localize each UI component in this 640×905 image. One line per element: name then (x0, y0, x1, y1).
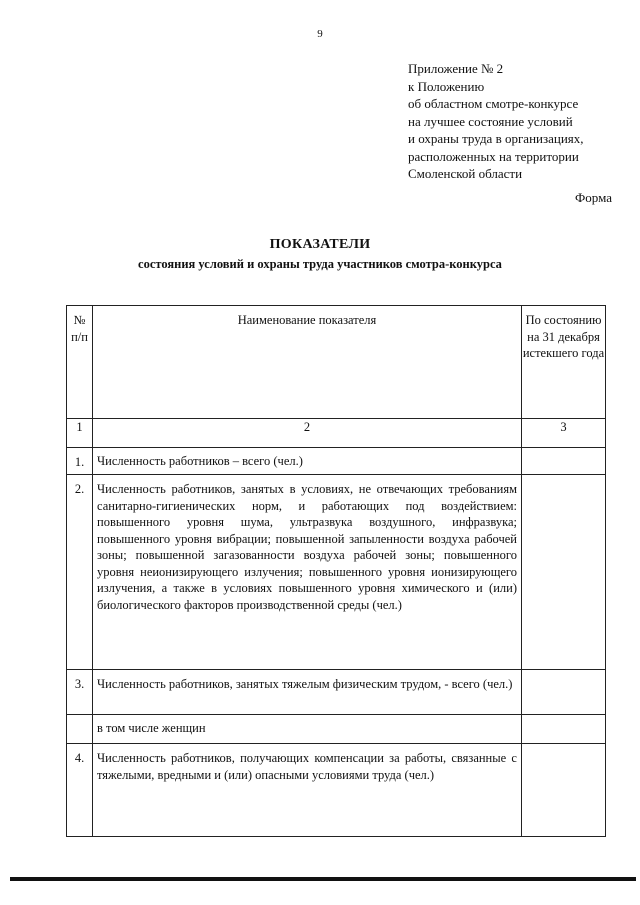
row-number: 1. (74, 455, 85, 469)
header-state-cell (522, 306, 606, 419)
table-row (67, 715, 606, 744)
table-row (67, 744, 606, 837)
column-number-row (67, 419, 606, 448)
column-number: 1 (67, 419, 93, 448)
appendix-line: Смоленской области (408, 166, 523, 181)
row-text: Численность работников, занятых тяжелым физическим трудом, - всего (чел.) (97, 677, 513, 691)
row-number (67, 715, 92, 721)
appendix-line: и охраны труда в организациях, (408, 131, 584, 146)
appendix-line: к Положению (408, 78, 485, 94)
appendix-line: на лучшее состояние условий (408, 113, 573, 129)
document-title: ПОКАЗАТЕЛИ (269, 237, 371, 252)
value-cell[interactable] (522, 448, 606, 475)
form-label: Форма (575, 190, 612, 205)
appendix-line: расположенных на территории (408, 148, 579, 164)
value-cell[interactable] (522, 475, 606, 670)
value-cell[interactable] (522, 670, 606, 715)
column-number: 3 (522, 419, 606, 448)
appendix-line: Приложение № 2 (408, 61, 504, 76)
value-cell[interactable] (522, 715, 606, 744)
page-number: 9 (317, 28, 323, 40)
header-state: По состоянию на 31 декабря истекшего года (522, 313, 605, 360)
row-text: Численность работников, занятых в условиях, не отвечающих требованиям санитарно-гигиенических норм, и работающих под воздействием: повышенного уровня шума, ультразвука воздушного, инфразвука; повышенного уровня вибрации; повышенной запыленности воздуха рабочей зоны; повышенной загазованности воздуха рабочей зоны; повышенного уровня неионизирующего излучения; повышенного уровня ионизирующего излучения, а также в условиях повышенного уровня химического и (или) биологического факторов производственной среды (чел.) (97, 482, 517, 612)
header-name: Наименование показателя (237, 313, 377, 327)
indicators-table (66, 305, 606, 837)
header-num-cell (67, 306, 93, 419)
column-number: 2 (93, 419, 522, 448)
row-text: в том числе женщин (97, 721, 206, 735)
value-cell[interactable] (522, 744, 606, 837)
row-number: 2. (74, 482, 85, 496)
table-row (67, 475, 606, 670)
row-number: 4. (74, 751, 85, 765)
table-row (67, 448, 606, 475)
table-row (67, 670, 606, 715)
table-header-row (67, 306, 606, 419)
document-subtitle: состояния условий и охраны труда участников смотра-конкурса (138, 257, 502, 271)
row-text: Численность работников – всего (чел.) (97, 454, 303, 468)
appendix-line: об областном смотре-конкурсе (408, 96, 579, 111)
row-number: 3. (74, 677, 85, 691)
row-text: Численность работников, получающих компенсации за работы, связанные с тяжелыми, вредными и (или) опасными условиями труда (чел.) (97, 751, 517, 782)
header-name-cell (93, 306, 522, 419)
appendix-block (408, 60, 634, 183)
header-num: № п/п (71, 313, 88, 344)
footer-divider (10, 877, 636, 881)
